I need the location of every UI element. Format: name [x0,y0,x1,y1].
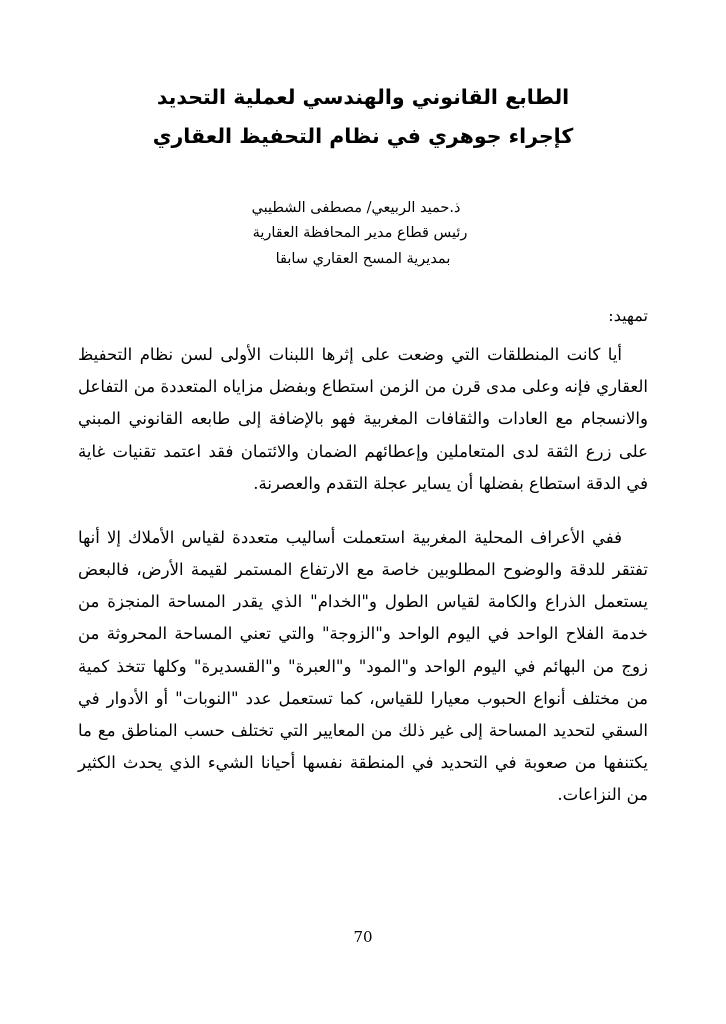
paragraph-1: أيا كانت المنطلقات التي وضعت على إثرها اللبنات الأولى لسن نظام التحفيظ العقاري فإنه وعلى مدى قرن من الزمن استطاع وبفضل مزاياه المتعددة من التفاعل والانسجام مع العادات والثقافات المغربية فهو بالإضافة إلى طابعه القانوني المبني على زرع الثقة لدى المتعاملين وإعطائهم الضمان والائتمان فقد اعتمد تقنيات غاية في الدقة استطاع بفضلها أن يساير عجلة التقدم والعصرنة. [78,345,648,493]
author-affiliation: بمديرية المسح العقاري سابقا [275,250,451,267]
author-block [78,196,648,272]
paragraph-2: ففي الأعراف المحلية المغربية استعملت أساليب متعددة لقياس الأملاك إلا أنها تفتقر للدقة والوضوح المطلوبين خاصة مع الارتفاع المستمر لقيمة الأرض، فالبعض يستعمل الذراع والكامة لقياس الطول و"الخدام" الذي يقدر المساحة المنجزة من خدمة الفلاح الواحد في اليوم الواحد و"الزوجة" والتي تعني المساحة المحروثة من زوج من البهائم في اليوم الواحد و"المود" و"العبرة" و"القسديرة" وكلها تتخذ كمية من مختلف أنواع الحبوب معيارا للقياس، كما تستعمل عدد "النوبات" أو الأدوار في السقي لتحديد المساحة إلى غير ذلك من المعايير التي تختلف حسب المناطق مع ما يكتنفها من صعوبة في التحديد في المنطقة نفسها أحيانا الشيء الذي يحدث الكثير من النزاعات. [78,527,648,805]
author-role: رئيس قطاع مدير المحافظة العقارية [252,225,468,242]
page-number: 70 [353,928,373,946]
section-label: تمهيد: [608,306,648,325]
title-line-2: كإجراء جوهري في نظام التحفيظ العقاري [152,123,574,148]
title-line-1: الطابع القانوني والهندسي لعملية التحديد [156,85,570,109]
page-title [78,78,648,156]
author-name: ذ.حميد الربيعي/ مصطفى الشطيبي [251,199,461,216]
